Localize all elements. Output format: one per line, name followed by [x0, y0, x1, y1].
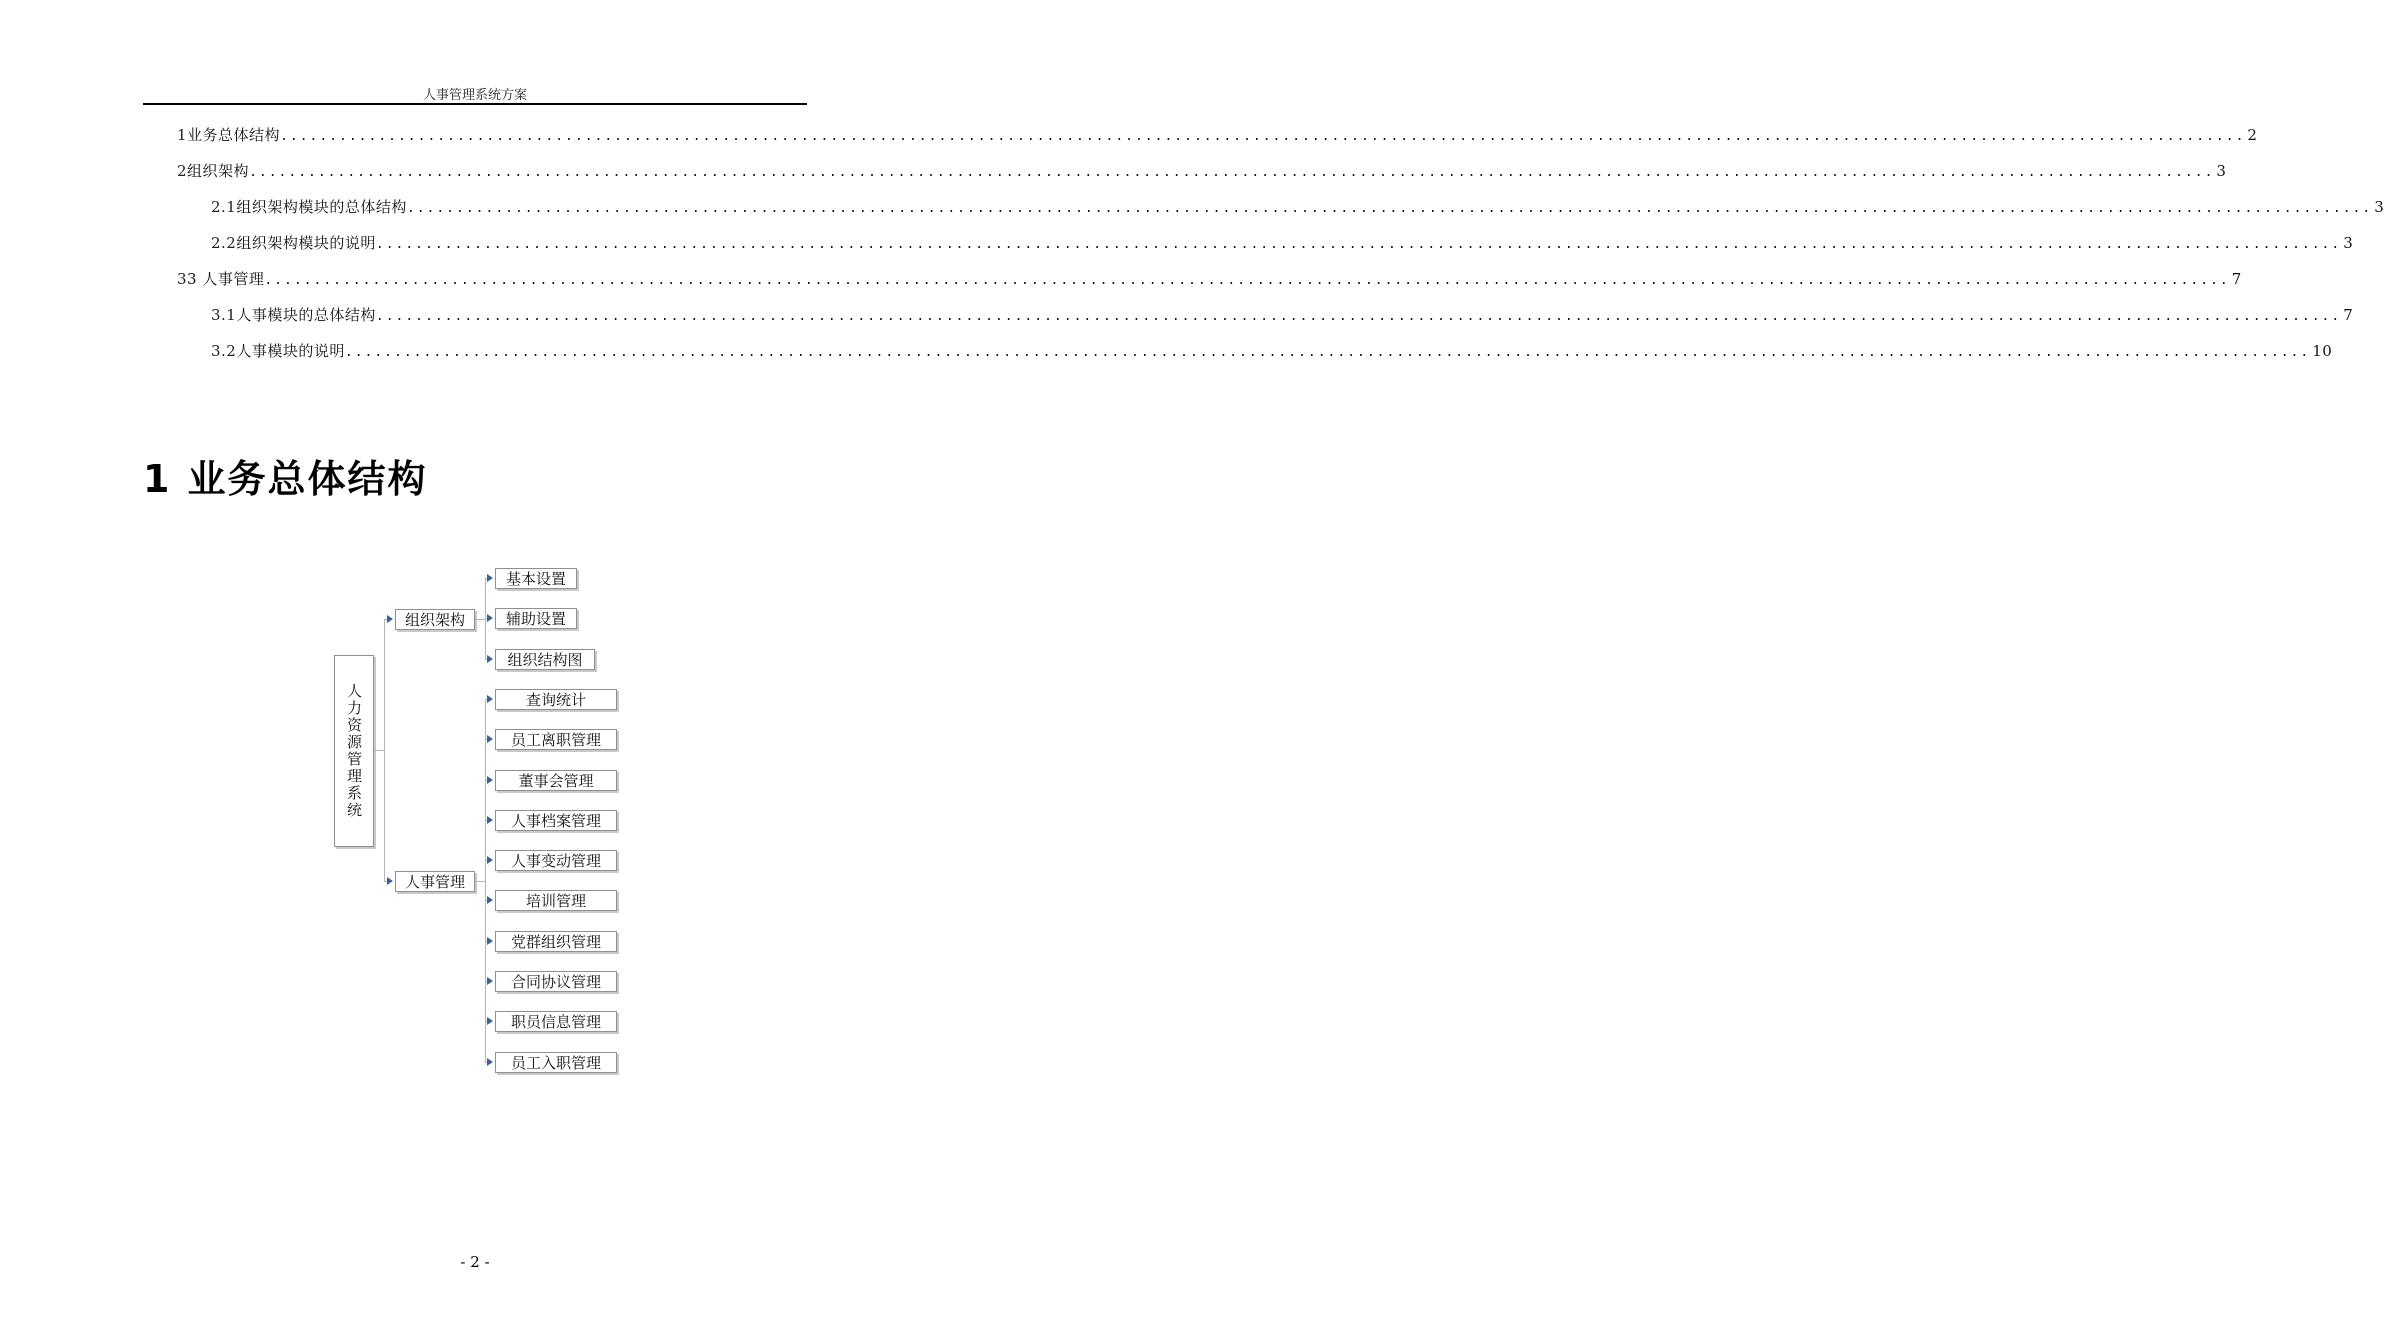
page-number: - 2 - — [460, 1253, 490, 1271]
diagram-arrow — [487, 655, 493, 663]
toc-leader-dots: ........................................................................................................................................................................................................ — [375, 309, 2342, 324]
diagram-connector — [475, 881, 485, 882]
toc-entry-number: 2 — [177, 162, 188, 180]
toc-entry-title: 组织架构模块的说明 — [236, 234, 376, 252]
diagram-leaf-node: 合同协议管理 — [495, 971, 617, 992]
diagram-arrow — [387, 615, 393, 623]
diagram-arrow — [487, 816, 493, 824]
diagram-arrow — [487, 574, 493, 582]
toc-entry[interactable] — [211, 232, 2354, 256]
diagram-leaf-node: 员工入职管理 — [495, 1052, 617, 1073]
diagram-connector — [475, 619, 485, 620]
diagram-leaf-node: 人事档案管理 — [495, 810, 617, 831]
page-header: 人事管理系统方案 — [422, 88, 527, 103]
diagram-leaf-node: 党群组织管理 — [495, 931, 617, 952]
toc-leader-dots: ........................................................................................................................................................................................................ — [344, 345, 2311, 360]
toc-entry[interactable] — [211, 304, 2354, 328]
diagram-arrow — [487, 896, 493, 904]
diagram-leaf-node: 董事会管理 — [495, 770, 617, 791]
diagram-leaf-node: 基本设置 — [495, 568, 577, 589]
diagram-arrow — [487, 735, 493, 743]
toc-entry-number: 2.1 — [211, 198, 237, 216]
diagram-connector — [384, 619, 385, 881]
diagram-arrow — [487, 856, 493, 864]
diagram-connector — [374, 750, 384, 751]
toc-entry[interactable] — [177, 124, 2258, 148]
toc-entry-title: 3 人事管理 — [187, 270, 265, 288]
toc-leader-dots: ........................................................................................................................................................................................................ — [375, 237, 2342, 252]
section-number: 1 — [143, 457, 172, 501]
toc-entry-number: 2.2 — [211, 234, 237, 252]
diagram-arrow — [487, 937, 493, 945]
toc-entry-page: 10 — [2312, 342, 2333, 360]
toc-leader-dots: ........................................................................................................................................................................................................ — [264, 273, 2230, 288]
diagram-leaf-node: 培训管理 — [495, 890, 617, 911]
diagram-arrow — [387, 877, 393, 885]
toc-entry-page: 3 — [2343, 234, 2354, 252]
toc-entry-number: 3.2 — [211, 342, 237, 360]
toc-leader-dots: ........................................................................................................................................................................................................ — [280, 129, 2246, 144]
diagram-arrow — [487, 977, 493, 985]
diagram-branch-node: 人事管理 — [395, 871, 475, 892]
toc-leader-dots: ........................................................................................................................................................................................................ — [249, 165, 2215, 180]
section-heading — [143, 448, 427, 503]
diagram-connector — [485, 699, 486, 1062]
diagram-leaf-node: 查询统计 — [495, 689, 617, 710]
toc-leader-dots: ........................................................................................................................................................................................................ — [406, 201, 2373, 216]
toc-entry-number: 1 — [177, 126, 188, 144]
toc-entry-page: 7 — [2343, 306, 2354, 324]
toc-entry-title: 业务总体结构 — [187, 126, 281, 144]
toc-entry-title: 组织架构 — [187, 162, 250, 180]
toc-entry-page: 3 — [2374, 198, 2384, 216]
toc-entry-title: 组织架构模块的总体结构 — [236, 198, 407, 216]
toc-entry-page: 3 — [2216, 162, 2227, 180]
diagram-arrow — [487, 776, 493, 784]
toc-entry[interactable] — [211, 196, 2384, 220]
toc-entry-title: 人事模块的说明 — [236, 342, 345, 360]
diagram-arrow — [487, 1058, 493, 1066]
diagram-leaf-node: 组织结构图 — [495, 649, 595, 670]
toc-entry[interactable] — [177, 268, 2242, 292]
diagram-leaf-node: 员工离职管理 — [495, 729, 617, 750]
toc-entry[interactable] — [211, 340, 2333, 364]
toc-entry-page: 7 — [2231, 270, 2242, 288]
section-title: 业务总体结构 — [187, 457, 428, 501]
diagram-leaf-node: 辅助设置 — [495, 608, 577, 629]
diagram-arrow — [487, 614, 493, 622]
diagram-arrow — [487, 1017, 493, 1025]
toc-entry[interactable] — [177, 160, 2227, 184]
toc-entry-title: 人事模块的总体结构 — [236, 306, 376, 324]
diagram-leaf-node: 人事变动管理 — [495, 850, 617, 871]
diagram-leaf-node: 职员信息管理 — [495, 1011, 617, 1032]
toc-entry-number: 3.1 — [211, 306, 237, 324]
diagram-root-node: 人力资源管理系统 — [334, 655, 374, 847]
diagram-branch-node: 组织架构 — [395, 609, 475, 630]
diagram-arrow — [487, 695, 493, 703]
header-rule — [143, 103, 807, 105]
toc-entry-page: 2 — [2247, 126, 2258, 144]
toc-entry-number: 3 — [177, 270, 188, 288]
